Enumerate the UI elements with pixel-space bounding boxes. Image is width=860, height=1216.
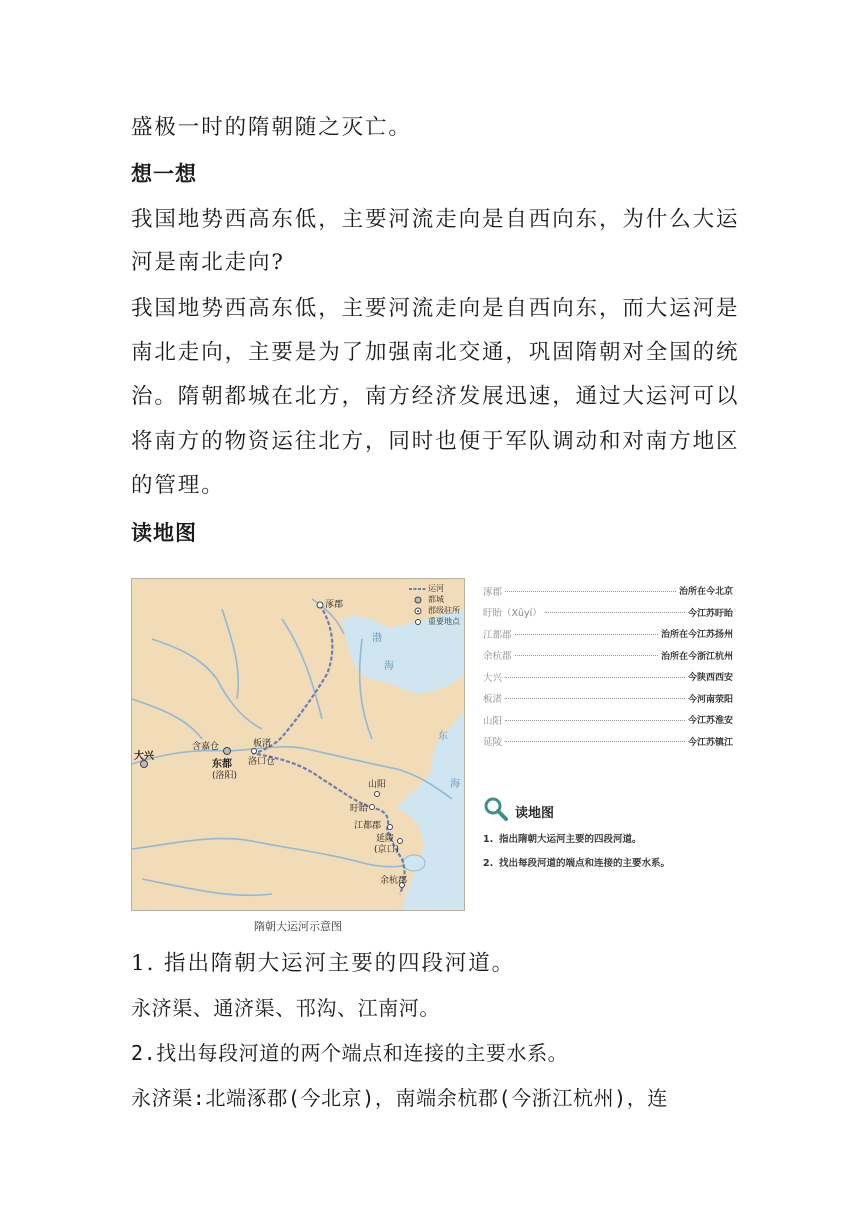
label-banzhu: 板渚 xyxy=(253,739,272,749)
text-line: 盛极一时的隋朝随之灭亡。 xyxy=(131,115,412,140)
place-row xyxy=(483,666,733,688)
label-luokoucang: 洛口仓 xyxy=(248,757,276,767)
label-dongdu: 东都 xyxy=(212,759,232,770)
label-daxing: 大兴 xyxy=(134,751,154,762)
map-svg xyxy=(132,579,465,911)
place-name: 延陵 xyxy=(483,737,503,749)
magnifier-icon xyxy=(483,796,509,826)
marker-jiangdujun xyxy=(388,825,393,830)
marker-shanyang xyxy=(375,792,380,797)
text-line: 将南方的物资运往北方，同时也便于军队调动和对南方地区 xyxy=(131,429,740,454)
label-jiangdujun: 江都郡 xyxy=(354,821,382,831)
label-luoyang: (洛阳) xyxy=(212,771,238,781)
item-number: 1. xyxy=(483,834,494,845)
read-map-header xyxy=(483,796,554,826)
item-text: 找出每段河道的端点和连接的主要水系。 xyxy=(499,858,671,869)
legend-place: 重要地点 xyxy=(428,617,460,626)
canal-map-figure xyxy=(131,578,731,938)
taihu-lake xyxy=(403,855,425,871)
place-name: 江都郡 xyxy=(483,629,512,641)
place-name-list xyxy=(483,580,733,752)
marker-dongdu xyxy=(224,748,231,755)
place-row xyxy=(483,602,733,624)
list-item xyxy=(483,830,683,850)
place-row xyxy=(483,623,733,645)
legend-canal: 运河 xyxy=(428,584,444,593)
place-desc: 治所在今浙江杭州 xyxy=(660,651,733,662)
label-bo: 渤 xyxy=(372,633,382,644)
legend-prefecture: 郡级驻所 xyxy=(428,606,460,615)
place-row xyxy=(483,688,733,710)
label-hai1: 海 xyxy=(384,661,394,672)
read-map-list xyxy=(483,830,683,874)
place-row xyxy=(483,580,733,602)
place-name: 余杭郡 xyxy=(483,651,512,663)
text-line: 南北走向，主要是为了加强南北交通，巩固隋朝对全国的统 xyxy=(131,340,740,365)
label-shanyang: 山阳 xyxy=(368,780,387,790)
place-row xyxy=(483,731,733,753)
place-desc: 治所在今江苏扬州 xyxy=(660,630,733,641)
place-row xyxy=(483,645,733,667)
map-legend xyxy=(408,583,465,627)
section-heading-read-map: 读地图 xyxy=(131,521,197,545)
place-name: 板渚 xyxy=(483,694,503,706)
marker-yanling xyxy=(398,839,403,844)
list-item xyxy=(483,854,683,874)
legend-capital: 都城 xyxy=(428,595,444,604)
text-line: 2.找出每段河道的两个端点和连接的主要水系。 xyxy=(131,1041,569,1065)
place-desc: 今江苏盱眙 xyxy=(687,608,733,619)
place-desc: 治所在今北京 xyxy=(678,587,733,598)
place-name: 大兴 xyxy=(483,672,503,684)
marker-xuyi xyxy=(370,805,375,810)
place-desc: 今河南荥阳 xyxy=(687,694,733,705)
marker-banzhu xyxy=(252,749,257,754)
figure-caption: 隋朝大运河示意图 xyxy=(254,920,342,933)
place-desc: 今江苏镇江 xyxy=(687,737,733,748)
label-hanjiacang: 含嘉仓 xyxy=(192,742,220,752)
label-yanling: 延陵 xyxy=(376,834,395,844)
label-dong: 东 xyxy=(438,731,448,742)
text-line: 我国地势西高东低，主要河流走向是自西向东，而大运河是 xyxy=(131,296,740,321)
text-line: 的管理。 xyxy=(131,473,225,498)
place-row xyxy=(483,709,733,731)
label-jingkou: (京口) xyxy=(374,845,400,855)
label-hai2: 海 xyxy=(450,779,460,790)
text-line: 永济渠、通济渠、邗沟、江南河。 xyxy=(131,996,440,1020)
text-line: 我国地势西高东低，主要河流走向是自西向东，为什么大运 xyxy=(131,207,740,232)
place-name: 山阳 xyxy=(483,715,503,727)
place-name: 涿郡 xyxy=(483,586,503,598)
text-line: 永济渠:北端涿郡(今北京)，南端余杭郡(今浙江杭州)，连 xyxy=(131,1086,669,1110)
label-xuyi: 盱眙 xyxy=(350,804,369,814)
item-number: 2. xyxy=(483,858,494,869)
read-map-title: 读地图 xyxy=(515,805,555,821)
place-name: 盱眙（Xūyí） xyxy=(483,608,542,620)
place-desc: 今江苏淮安 xyxy=(687,716,733,727)
item-text: 指出隋朝大运河主要的四段河道。 xyxy=(499,834,642,845)
place-desc: 今陕西西安 xyxy=(687,673,733,684)
text-line: 河是南北走向? xyxy=(131,250,285,275)
label-zhuojun: 涿郡 xyxy=(325,600,344,610)
map-image xyxy=(131,578,465,911)
label-yuhangjun: 余杭郡 xyxy=(380,876,408,886)
section-heading-think: 想一想 xyxy=(131,162,197,186)
text-line: 1. 指出隋朝大运河主要的四段河道。 xyxy=(131,951,516,976)
text-line: 治。隋朝都城在北方，南方经济发展迅速，通过大运河可以 xyxy=(131,384,740,409)
marker-zhuojun xyxy=(317,602,323,608)
